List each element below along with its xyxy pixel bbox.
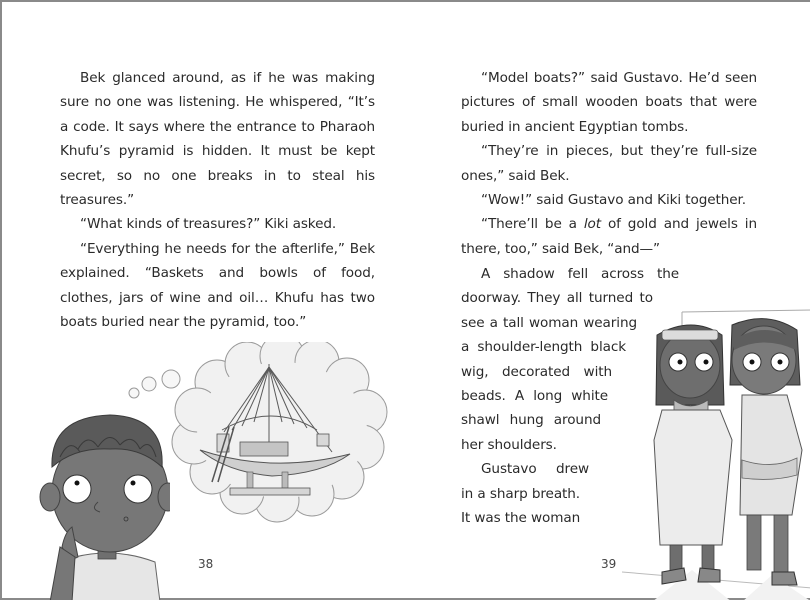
page-number-right: 39 — [601, 557, 617, 571]
text-line: a shoulder-length black — [461, 339, 626, 356]
paragraph: “What kinds of treasures?” Kiki asked. — [80, 216, 337, 233]
italic-text: lot — [583, 216, 601, 233]
page-number-left: 38 — [198, 557, 214, 571]
paragraph: “Wow!” said Gustavo and Kiki together. — [481, 192, 747, 209]
text-run: “There’ll be a — [481, 216, 584, 233]
left-page-text — [60, 66, 375, 334]
paragraph: “Model boats?” said Gustavo. He’d seen pictures of small wooden boats that were buried in ancient Egyptian tombs. — [461, 70, 757, 135]
left-page — [2, 2, 407, 598]
text-line: her shoulders. — [461, 436, 557, 453]
text-line: doorway. They all turned to — [461, 290, 653, 307]
right-page-text-wide — [461, 66, 757, 261]
paragraph: “Everything he needs for the afterlife,” Bek explained. “Baskets and bowls of food, clothes, jars of wine and oil… Khufu has two boats buried near the pyramid, too.” — [60, 240, 375, 331]
text-run: of gold and jewels in there, too,” said Bek, “and—” — [461, 216, 757, 257]
text-line: beads. A long white — [461, 388, 608, 405]
two-children-doorway-illustration — [622, 300, 810, 600]
text-line: Gustavo drew — [481, 461, 589, 478]
paragraph: Bek glanced around, as if he was making sure no one was listening. He whispered, “It’s a code. It says where the entrance to Pharaoh Khufu’s pyramid is hidden. It must be kept secret, so no one breaks in to steal his treasures.” — [60, 70, 375, 209]
text-line: shawl hung around — [461, 412, 601, 429]
text-line: It was the woman — [461, 510, 581, 527]
text-line: in a sharp breath. — [461, 485, 581, 502]
paragraph: “They’re in pieces, but they’re full-size ones,” said Bek. — [461, 143, 757, 184]
text-line: see a tall woman wearing — [461, 314, 637, 331]
boy-thinking-illustration — [20, 397, 170, 600]
text-line: A shadow fell across the — [481, 266, 679, 282]
paragraph — [461, 212, 757, 261]
text-line: wig, decorated with — [461, 363, 612, 380]
